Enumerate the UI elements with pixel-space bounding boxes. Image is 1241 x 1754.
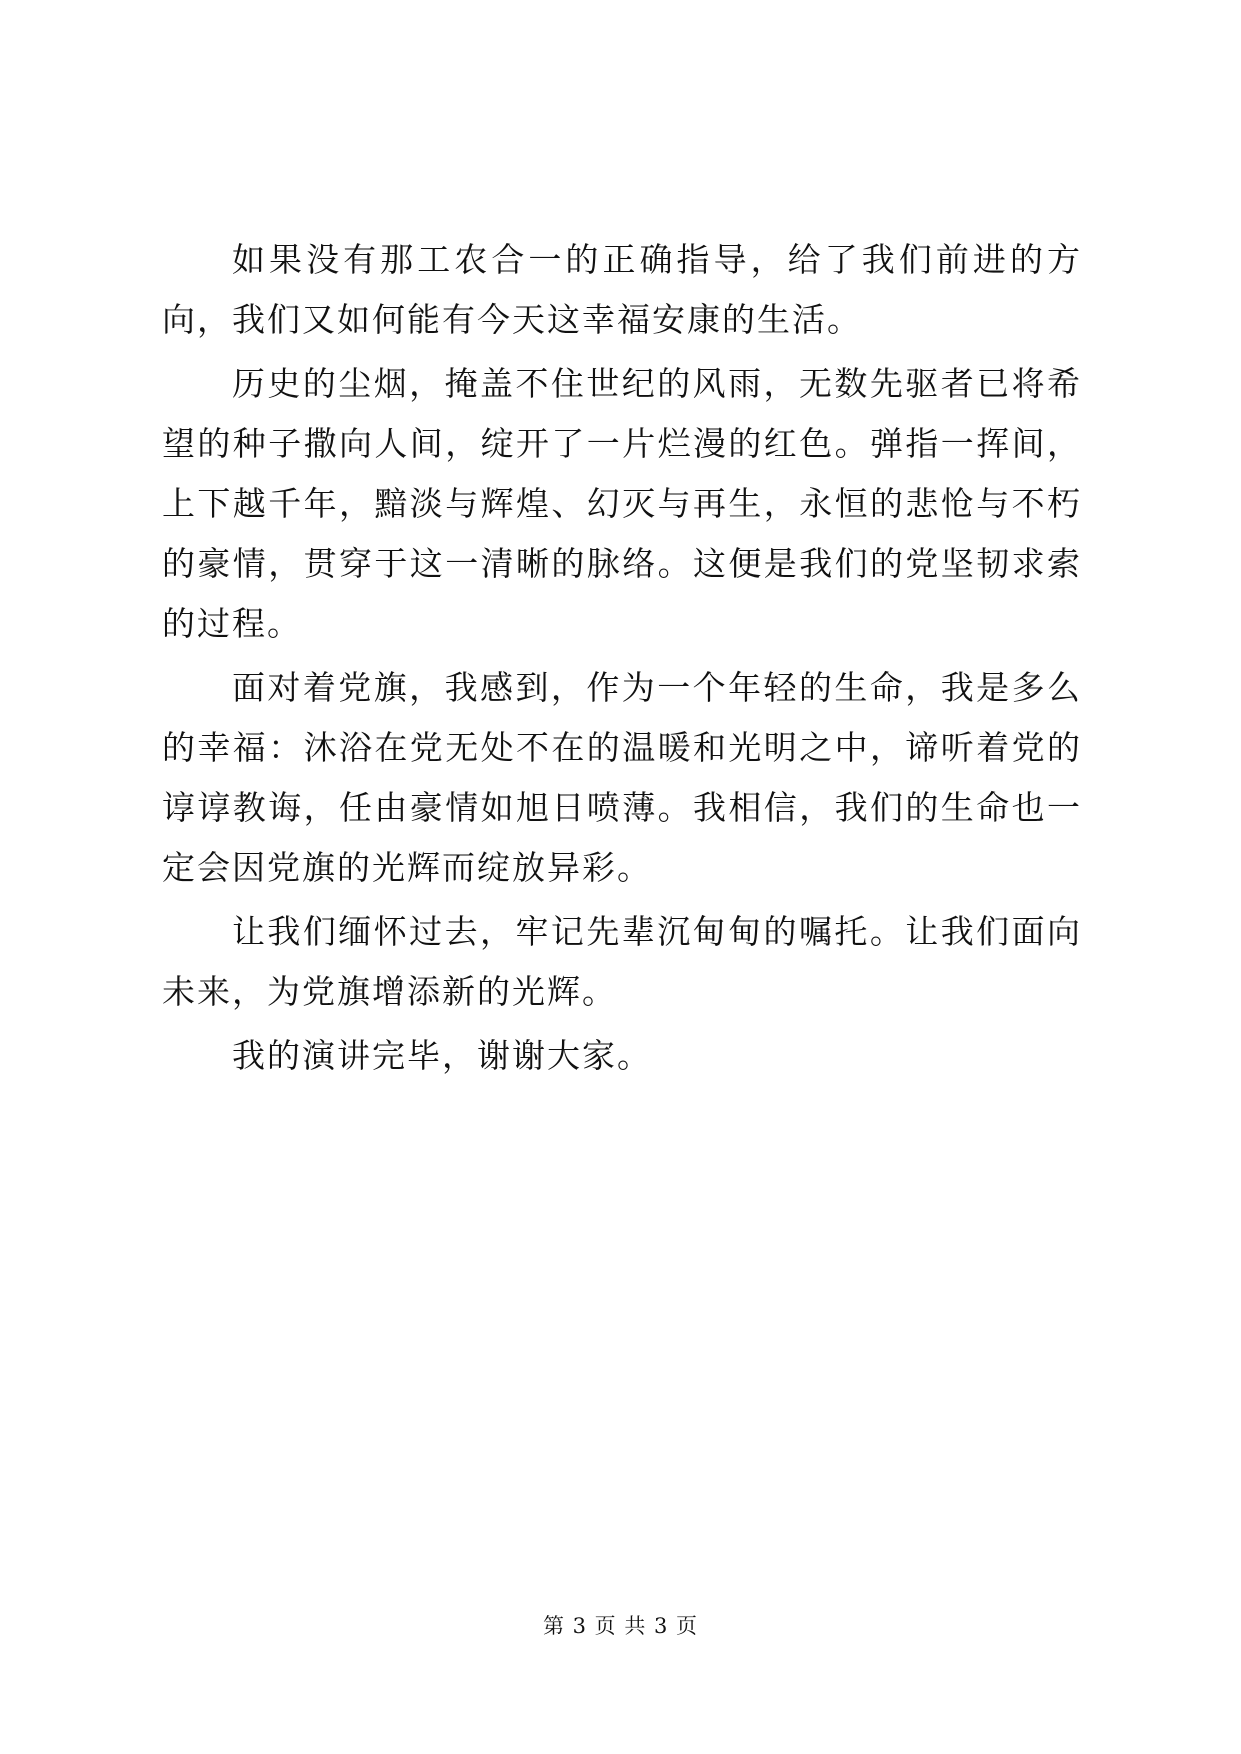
page-number-footer: 第 3 页 共 3 页 <box>542 1614 699 1638</box>
paragraph-3: 面对着党旗，我感到，作为一个年轻的生命，我是多么的幸福：沐浴在党无处不在的温暖和光明之中，谛听着党的谆谆教诲，任由豪情如旭日喷薄。我相信，我们的生命也一定会因党旗的光辉而绽放异彩。 <box>162 668 1082 887</box>
paragraph-4: 让我们缅怀过去，牢记先辈沉甸甸的嘱托。让我们面向未来，为党旗增添新的光辉。 <box>162 912 1082 1011</box>
document-body <box>162 230 1082 1090</box>
paragraph-1: 如果没有那工农合一的正确指导，给了我们前进的方向，我们又如何能有今天这幸福安康的生活。 <box>162 240 1082 339</box>
paragraph-2: 历史的尘烟，掩盖不住世纪的风雨，无数先驱者已将希望的种子撒向人间，绽开了一片烂漫的红色。弹指一挥间，上下越千年，黯淡与辉煌、幻灭与再生，永恒的悲怆与不朽的豪情，贯穿于这一清晰的脉络。这便是我们的党坚韧求索的过程。 <box>162 364 1082 643</box>
paragraph-5: 我的演讲完毕，谢谢大家。 <box>232 1036 652 1075</box>
